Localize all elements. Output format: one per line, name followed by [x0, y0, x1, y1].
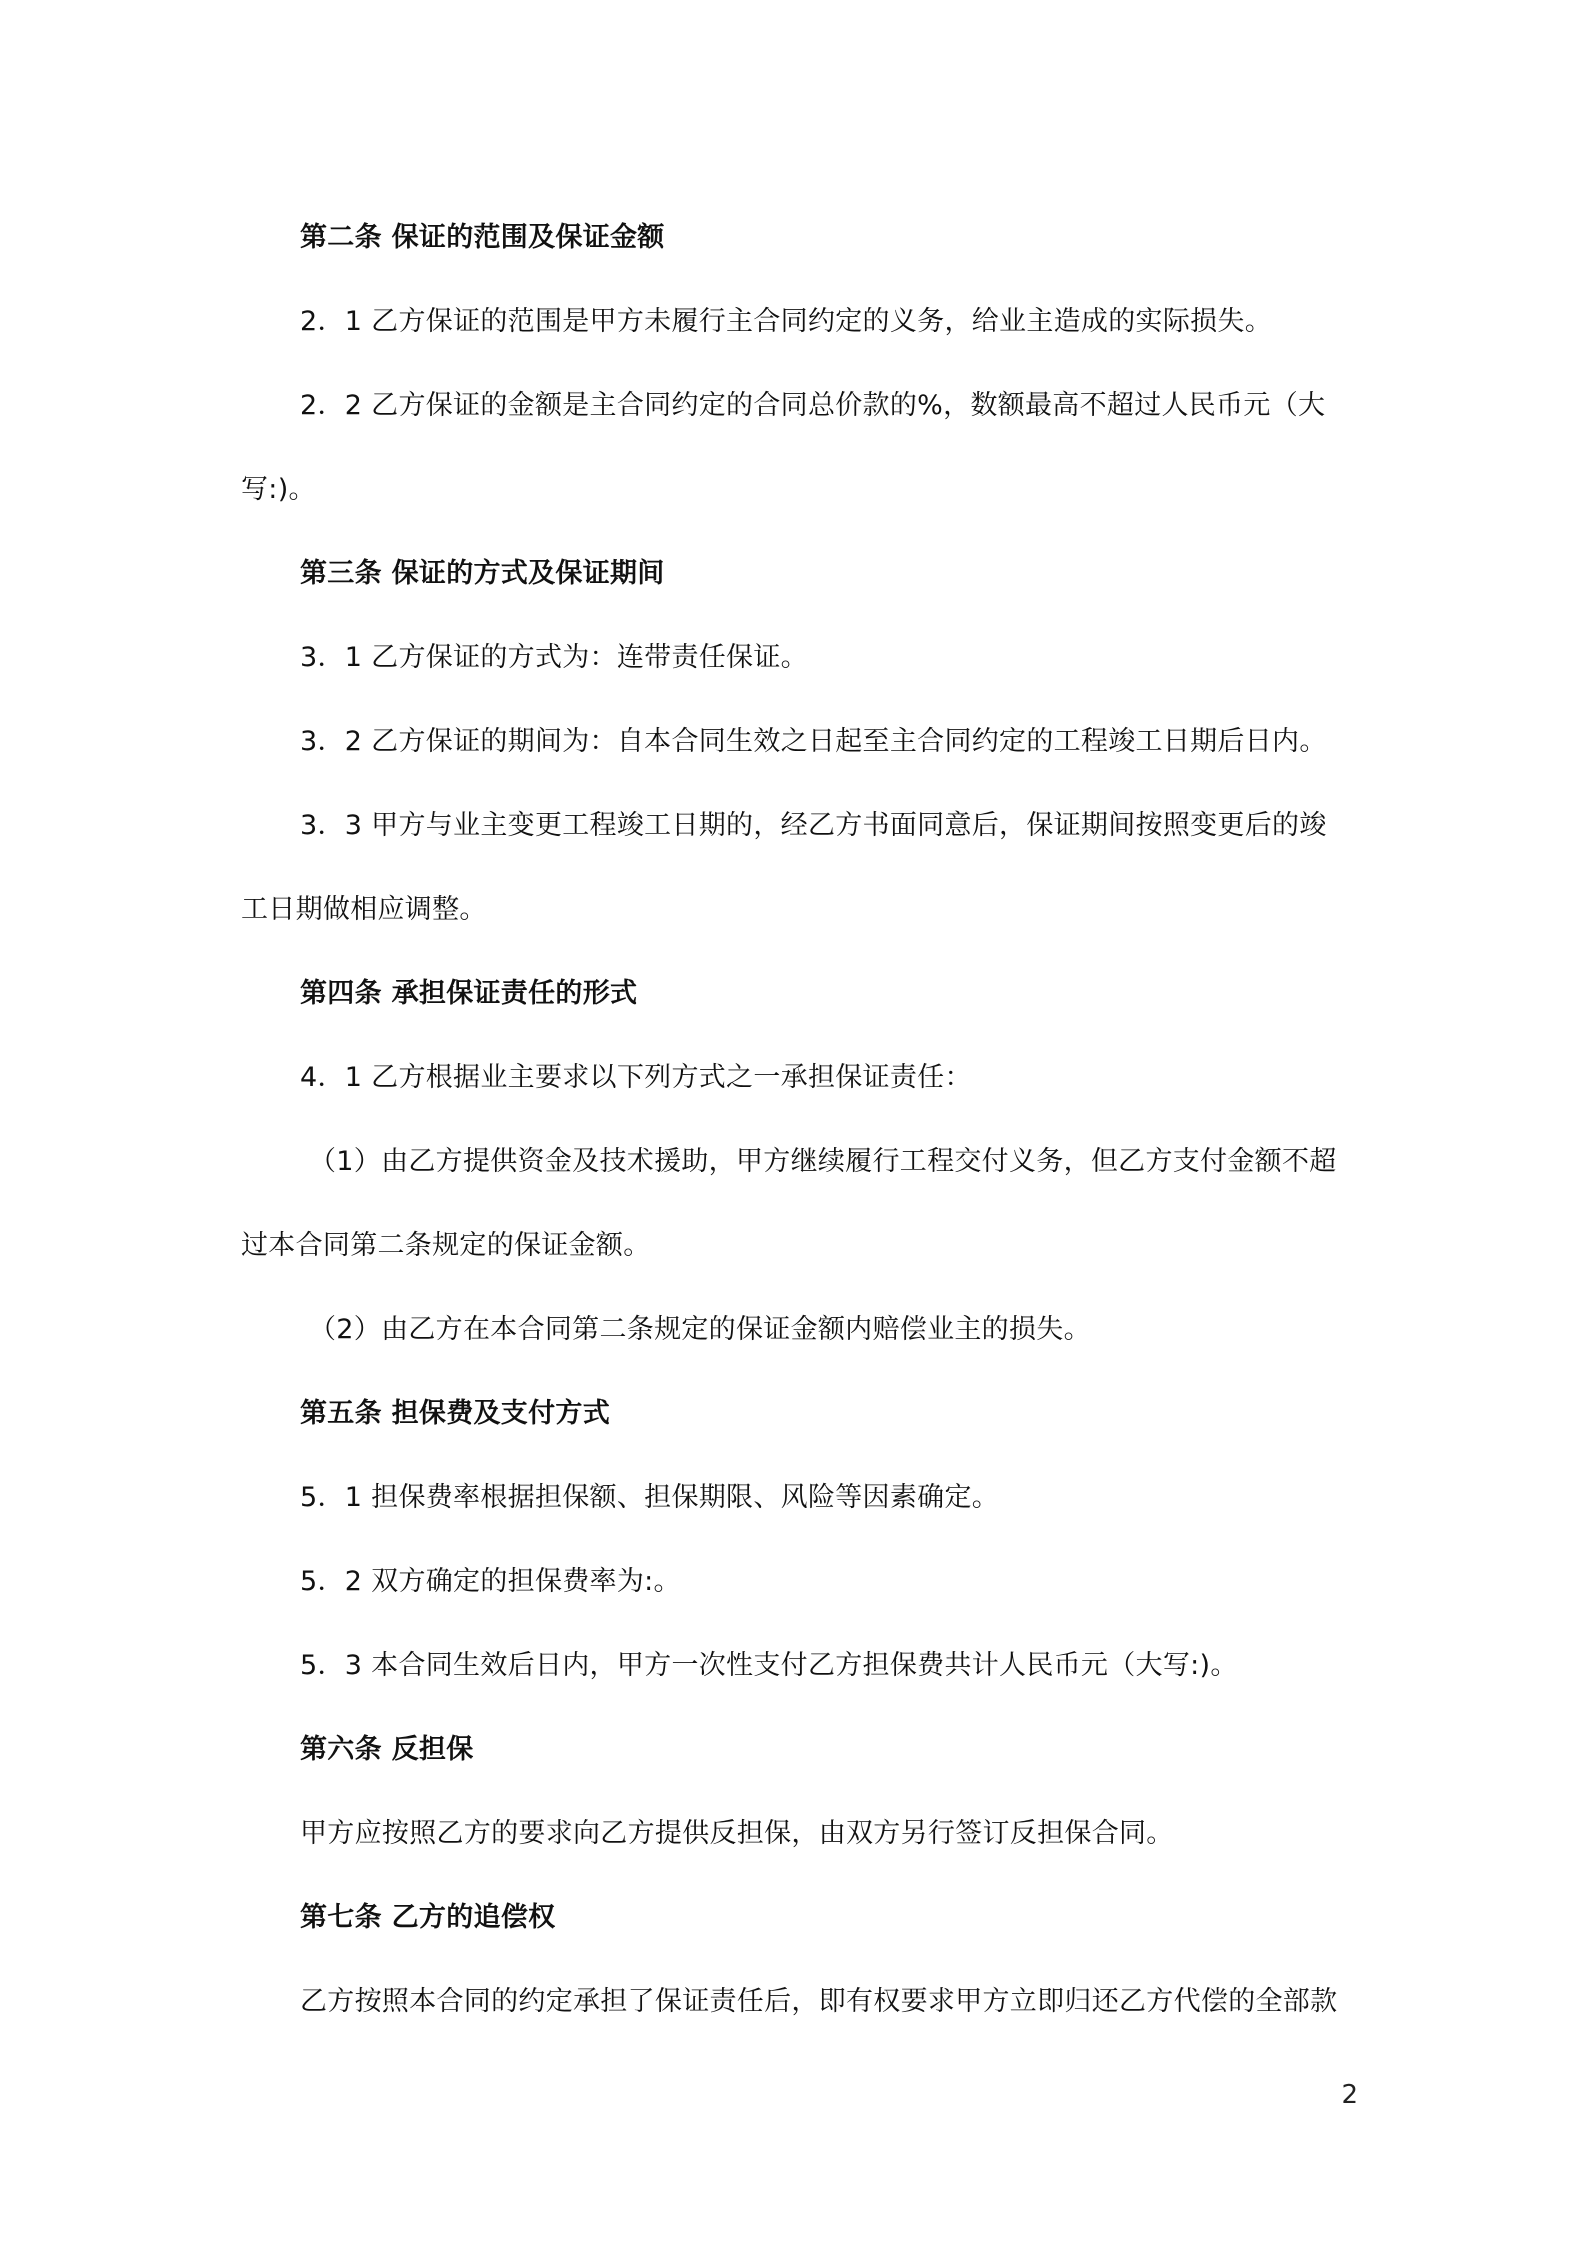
article-2-heading: 第二条 保证的范围及保证金额 [300, 222, 665, 253]
clause-3-1: 3．1 乙方保证的方式为：连带责任保证。 [300, 642, 808, 673]
clause-2-2-continued: 写:)。 [241, 474, 316, 505]
clause-4-1-item-1: （1）由乙方提供资金及技术援助，甲方继续履行工程交付义务，但乙方支付金额不超 [309, 1146, 1337, 1177]
clause-2-1: 2．1 乙方保证的范围是甲方未履行主合同约定的义务，给业主造成的实际损失。 [300, 306, 1273, 337]
clause-4-1-item-1-continued: 过本合同第二条规定的保证金额。 [241, 1230, 651, 1261]
document-body [241, 196, 1356, 2044]
article-3-heading: 第三条 保证的方式及保证期间 [300, 558, 665, 589]
clause-4-1-item-2: （2）由乙方在本合同第二条规定的保证金额内赔偿业主的损失。 [309, 1314, 1091, 1345]
clause-5-1: 5．1 担保费率根据担保额、担保期限、风险等因素确定。 [300, 1482, 1000, 1513]
clause-5-3: 5．3 本合同生效后日内，甲方一次性支付乙方担保费共计人民币元（大写:)。 [300, 1650, 1238, 1681]
page-number: 2 [1341, 2080, 1358, 2110]
article-4-heading: 第四条 承担保证责任的形式 [300, 978, 638, 1009]
clause-3-3: 3．3 甲方与业主变更工程竣工日期的，经乙方书面同意后，保证期间按照变更后的竣 [300, 810, 1327, 841]
clause-5-2: 5．2 双方确定的担保费率为:。 [300, 1566, 681, 1597]
article-7-text: 乙方按照本合同的约定承担了保证责任后，即有权要求甲方立即归还乙方代偿的全部款 [300, 1986, 1338, 2017]
clause-3-2: 3．2 乙方保证的期间为：自本合同生效之日起至主合同约定的工程竣工日期后日内。 [300, 726, 1327, 757]
article-6-text: 甲方应按照乙方的要求向乙方提供反担保，由双方另行签订反担保合同。 [300, 1818, 1174, 1849]
article-6-heading: 第六条 反担保 [300, 1734, 474, 1765]
clause-4-1: 4．1 乙方根据业主要求以下列方式之一承担保证责任： [300, 1062, 972, 1093]
article-5-heading: 第五条 担保费及支付方式 [300, 1398, 610, 1429]
clause-3-3-continued: 工日期做相应调整。 [241, 894, 487, 925]
article-7-heading: 第七条 乙方的追偿权 [300, 1902, 556, 1933]
clause-2-2: 2．2 乙方保证的金额是主合同约定的合同总价款的%，数额最高不超过人民币元（大 [300, 390, 1326, 421]
